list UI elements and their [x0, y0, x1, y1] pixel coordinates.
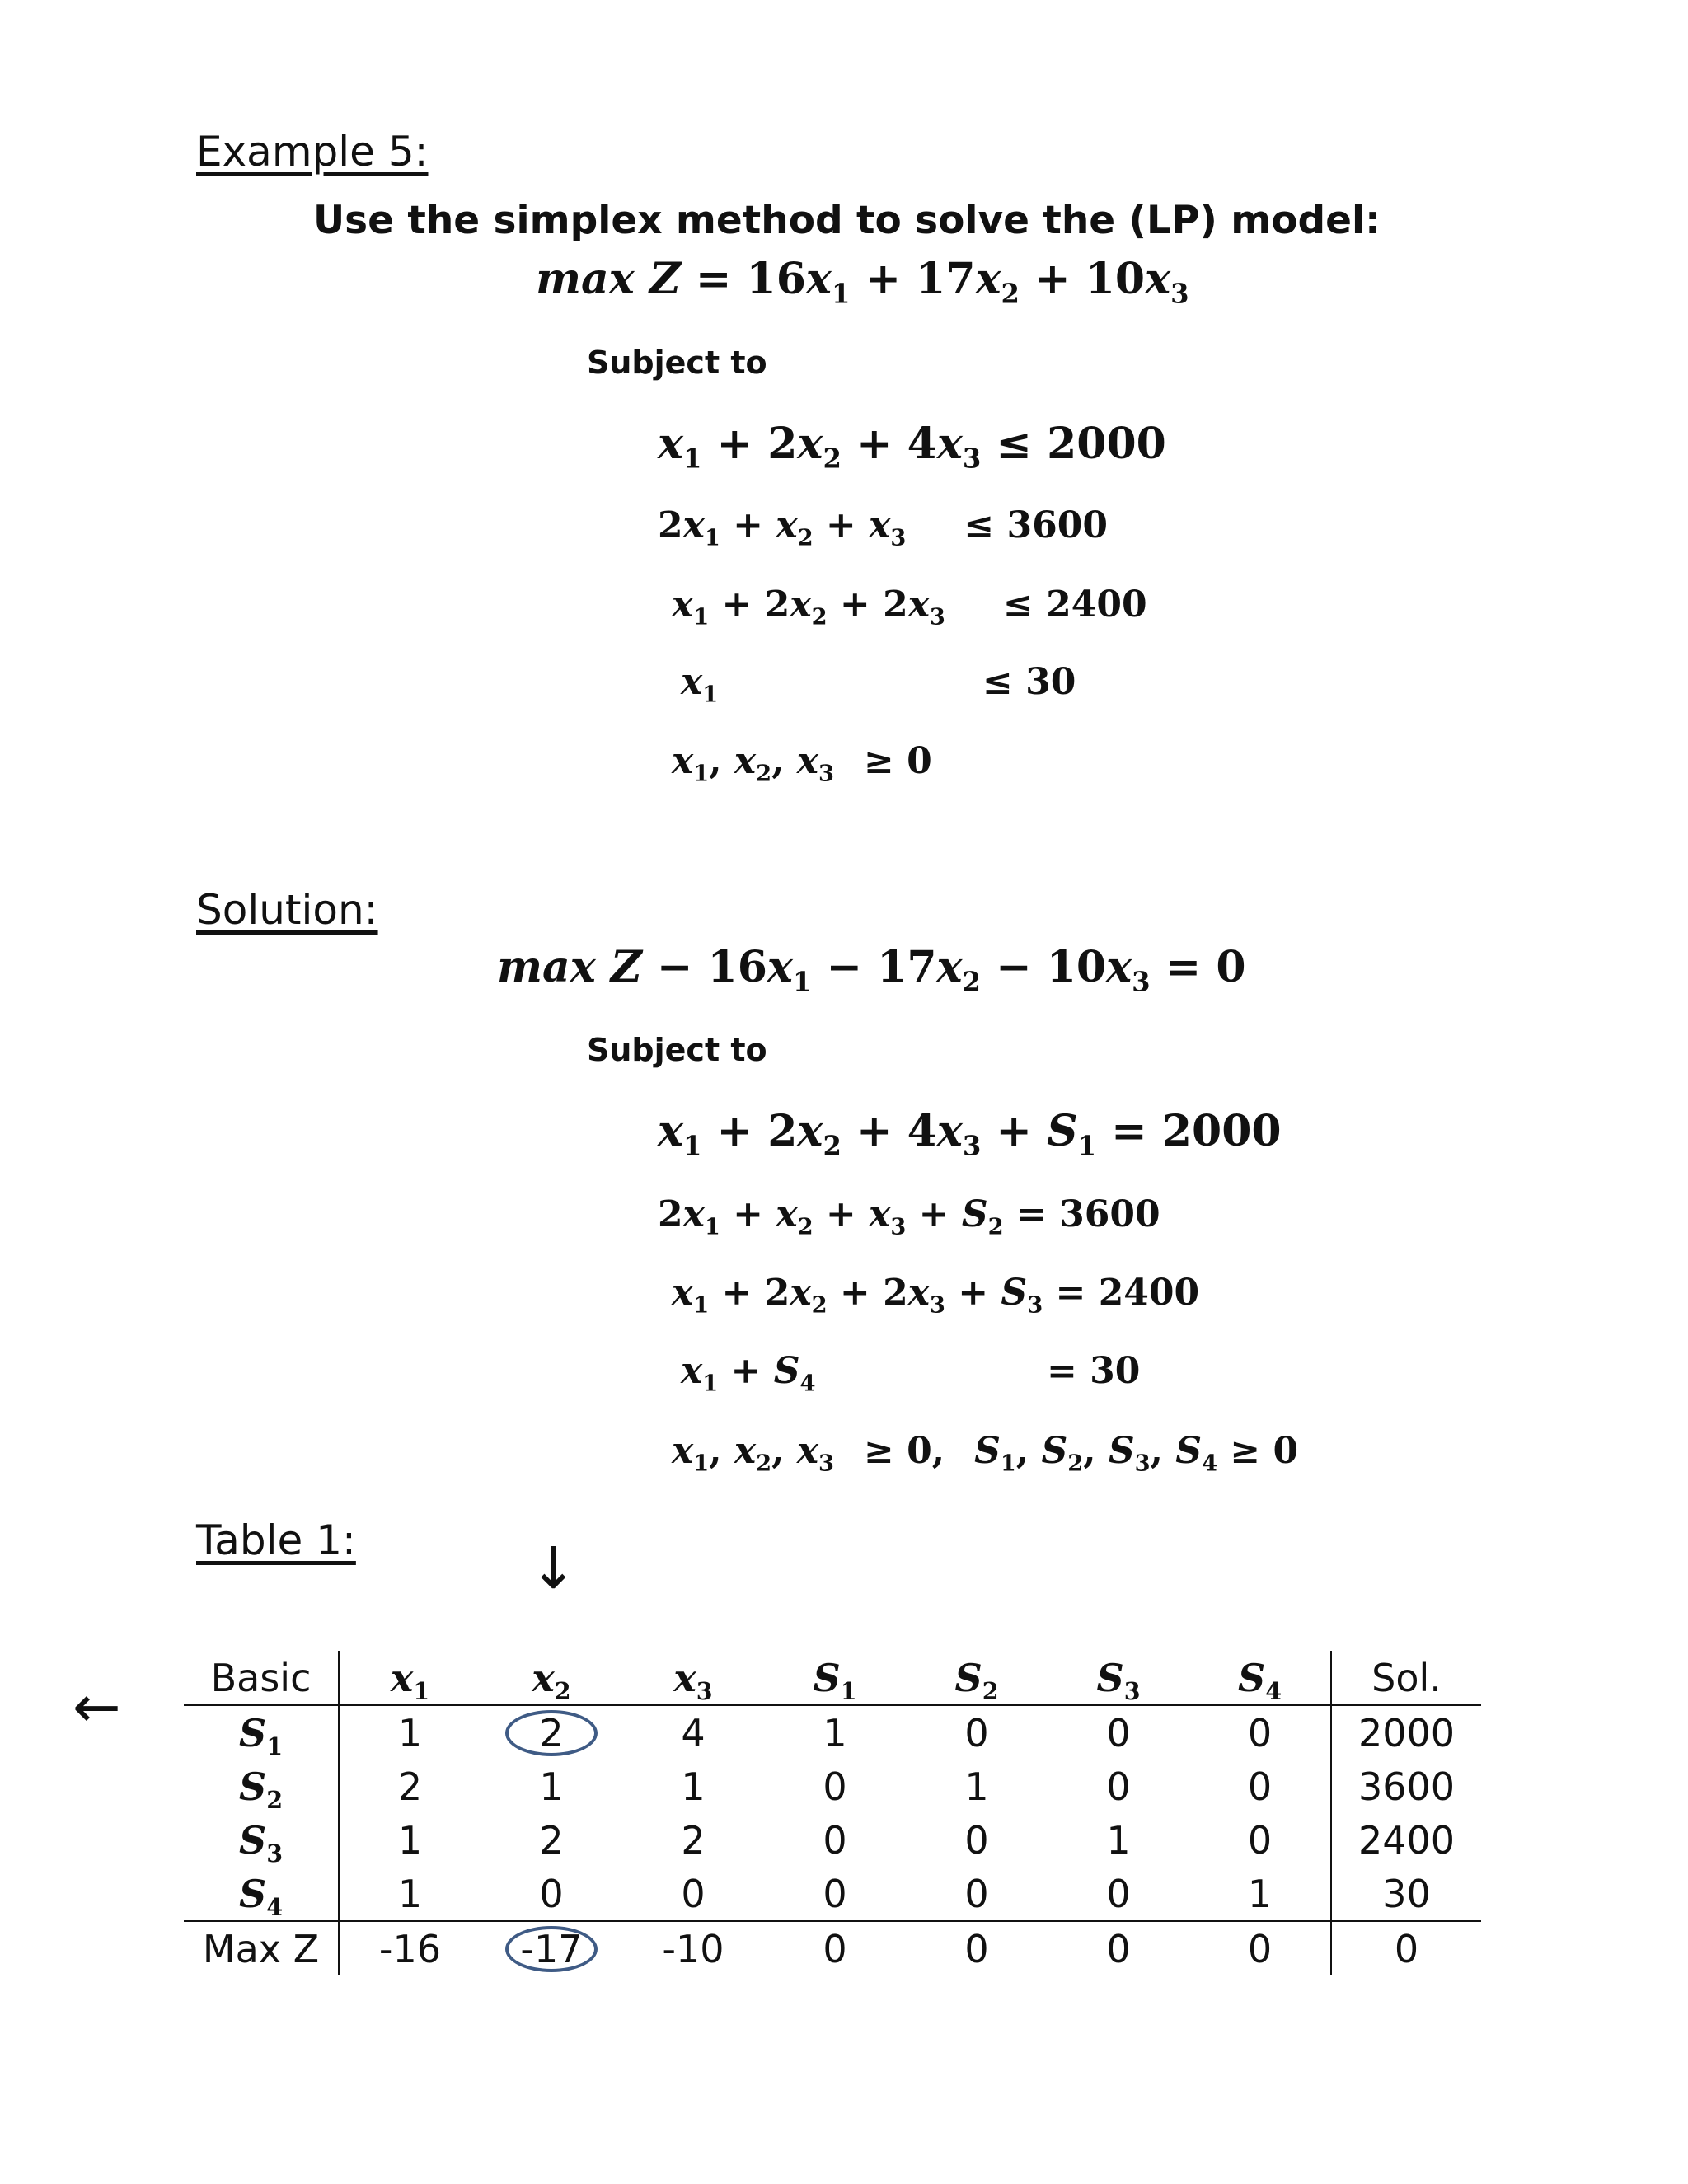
- table-row: [184, 1813, 1481, 1867]
- table-cell: 1: [539, 1764, 564, 1809]
- header-s1: $S_1$: [764, 1651, 906, 1705]
- objective-function: $\max Z = 16x_1 + 17x_2 + 10x_3$: [536, 254, 1189, 310]
- subject-to-label-2: Subject to: [587, 1032, 767, 1068]
- table-cell: 0: [1247, 1710, 1273, 1755]
- table-cell: 1: [1247, 1871, 1273, 1916]
- basic-s3: $S_3$: [184, 1813, 339, 1867]
- table-cell: 2400: [1331, 1813, 1481, 1867]
- basic-s4: $S_4$: [184, 1867, 339, 1921]
- table-cell: 1: [1106, 1817, 1131, 1863]
- table-cell: 0: [764, 1921, 906, 1975]
- table-row: [184, 1867, 1481, 1921]
- table-cell: 1: [397, 1710, 423, 1755]
- table-cell: 0: [539, 1871, 564, 1916]
- header-s4: $S_4$: [1189, 1651, 1331, 1705]
- basic-s1: $S_1$: [184, 1705, 339, 1760]
- leaving-row-arrow: ←: [73, 1673, 121, 1741]
- table-cell: 0: [823, 1817, 847, 1863]
- table-cell: 3600: [1331, 1760, 1481, 1813]
- table-cell: 1: [397, 1871, 423, 1916]
- slack-constraint-1: $x_1 + 2x_2 + 4x_3 + S_1 = 2000$: [658, 1106, 1282, 1162]
- basic-s2: $S_2$: [184, 1760, 339, 1813]
- table-cell: 0: [906, 1921, 1048, 1975]
- header-x1: $x_1$: [339, 1651, 481, 1705]
- header-x3: $x_3$: [622, 1651, 764, 1705]
- entering-value: -17: [520, 1926, 583, 1971]
- constraint-4-rhs: ≤ 30: [982, 661, 1076, 703]
- table-cell: 0: [1247, 1817, 1273, 1863]
- table-header-row: [184, 1651, 1481, 1705]
- constraint-1: $x_1 + 2x_2 + 4x_3 \le 2000$: [658, 419, 1166, 475]
- table-cell: 0: [1331, 1921, 1481, 1975]
- slack-constraint-4: $x_1 + S_4$: [681, 1350, 816, 1397]
- table-cell: 1: [681, 1764, 706, 1809]
- constraint-2: $2x_1 + x_2 + x_3 \le 3600$: [658, 504, 1108, 551]
- table-cell: 2000: [1331, 1705, 1481, 1760]
- table-cell: 1: [964, 1764, 989, 1809]
- pivot-circle: [505, 1710, 598, 1756]
- table-cell: -16: [339, 1921, 481, 1975]
- table-cell: 2: [397, 1764, 423, 1809]
- table-row: [184, 1760, 1481, 1813]
- table-cell: 0: [1048, 1921, 1189, 1975]
- example-heading: Example 5:: [196, 128, 429, 176]
- objective-row: [184, 1921, 1481, 1975]
- nonnegativity-1: $x_1$, $x_2$, $x_3 \ge 0$: [672, 740, 932, 787]
- pivot-cell: [481, 1705, 622, 1760]
- entering-cell: [481, 1921, 622, 1975]
- table-cell: 0: [964, 1871, 989, 1916]
- table-cell: 1: [397, 1817, 423, 1863]
- objective-row-label: Max Z: [184, 1921, 339, 1975]
- table-cell: -10: [622, 1921, 764, 1975]
- table-cell: 0: [823, 1871, 847, 1916]
- table-row: [184, 1705, 1481, 1760]
- slack-constraint-3: $x_1 + 2x_2 + 2x_3 + S_3 = 2400$: [672, 1272, 1200, 1319]
- table-cell: 0: [1189, 1921, 1331, 1975]
- slack-constraint-4-rhs: = 30: [1047, 1350, 1141, 1392]
- table-cell: 2: [681, 1817, 706, 1863]
- table-cell: 0: [1106, 1764, 1131, 1809]
- table-cell: 30: [1331, 1867, 1481, 1921]
- header-basic: Basic: [184, 1651, 339, 1705]
- nonnegativity-2: $x_1$, $x_2$, $x_3 \ge 0$, $S_1$, $S_2$, $S_3$, $S_4 \ge 0$: [672, 1430, 1299, 1477]
- table-heading: Table 1:: [196, 1516, 356, 1564]
- table-cell: 0: [1106, 1710, 1131, 1755]
- table-cell: 0: [964, 1710, 989, 1755]
- subject-to-label-1: Subject to: [587, 344, 767, 381]
- solution-heading: Solution:: [196, 886, 378, 934]
- objective-standard-form: $\max Z - 16x_1 - 17x_2 - 10x_3 = 0$: [497, 942, 1246, 998]
- table-cell: 4: [681, 1710, 706, 1755]
- table-cell: 0: [681, 1871, 706, 1916]
- table-cell: 0: [964, 1817, 989, 1863]
- header-sol: Sol.: [1331, 1651, 1481, 1705]
- simplex-table: [184, 1651, 1481, 1975]
- table-cell: 0: [1106, 1871, 1131, 1916]
- table-cell: 0: [1247, 1764, 1273, 1809]
- header-s2: $S_2$: [906, 1651, 1048, 1705]
- table-cell: 0: [823, 1764, 847, 1809]
- header-x2: $x_2$: [481, 1651, 622, 1705]
- slack-constraint-2: $2x_1 + x_2 + x_3 + S_2 = 3600$: [658, 1193, 1160, 1240]
- table-cell: 1: [823, 1710, 847, 1755]
- constraint-4: $x_1$: [681, 661, 719, 708]
- constraint-3: $x_1 + 2x_2 + 2x_3 \le 2400$: [672, 583, 1147, 630]
- pivot-value: 2: [539, 1710, 564, 1755]
- entering-column-arrow: ↓: [529, 1535, 578, 1602]
- entering-circle: [505, 1926, 598, 1972]
- problem-intro: Use the simplex method to solve the (LP) model:: [313, 198, 1381, 243]
- table-cell: 2: [539, 1817, 564, 1863]
- header-s3: $S_3$: [1048, 1651, 1189, 1705]
